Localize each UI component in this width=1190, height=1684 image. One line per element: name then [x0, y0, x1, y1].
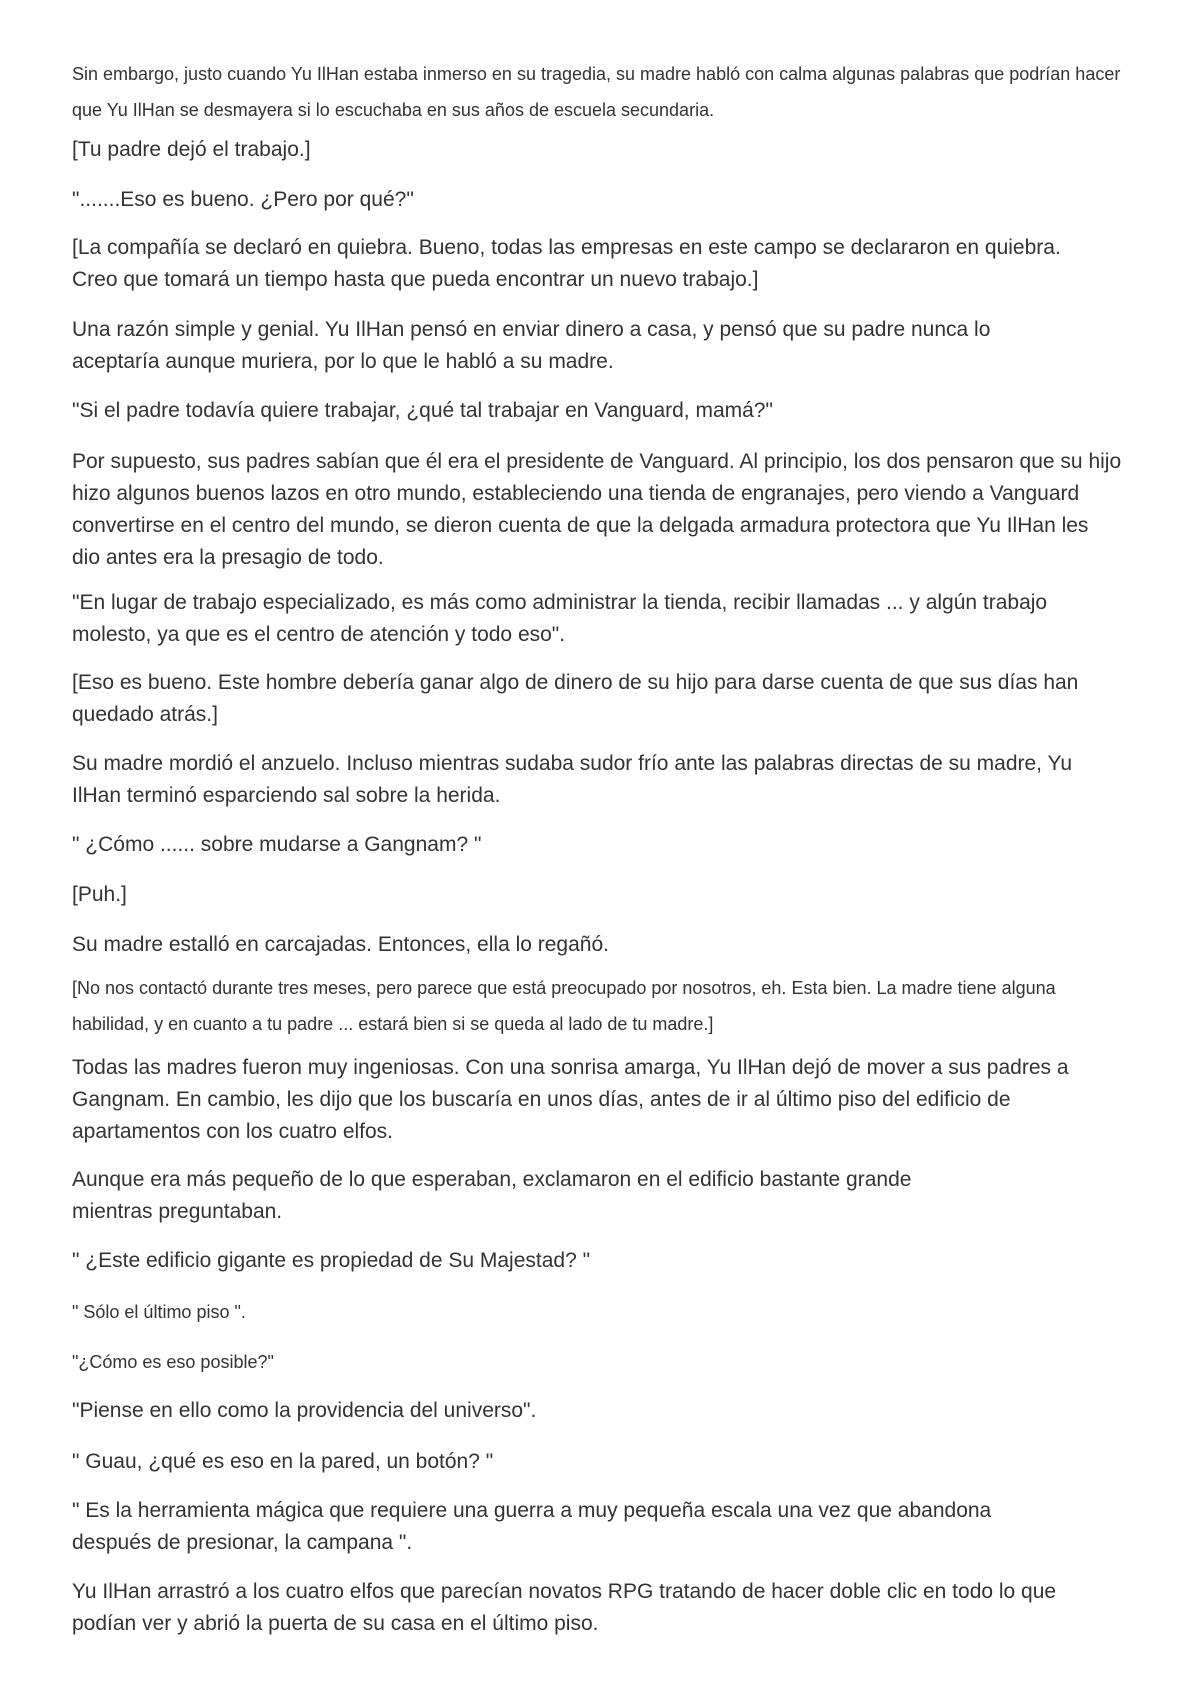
paragraph-3: ".......Eso es bueno. ¿Pero por qué?" [72, 188, 414, 211]
paragraph-23: Yu IlHan arrastró a los cuatro elfos que parecían novatos RPG tratando de hacer doble clic en todo lo que podían ver y abrió la puerta de su casa en el último piso. [72, 1580, 1057, 1635]
paragraph-22: " Es la herramienta mágica que requiere una guerra a muy pequeña escala una vez que abandona después de presionar, la campana ". [72, 1499, 992, 1554]
paragraph-4: [La compañía se declaró en quiebra. Bueno, todas las empresas en este campo se declararon en quiebra. Creo que tomará un tiempo hasta que pueda encontrar un nuevo trabajo.] [72, 236, 1061, 291]
paragraph-19: "¿Cómo es eso posible?" [72, 1352, 274, 1372]
paragraph-9: [Eso es bueno. Este hombre debería ganar algo de dinero de su hijo para darse cuenta de que sus días han quedado atrás.] [72, 671, 1079, 726]
paragraph-15: Todas las madres fueron muy ingeniosas. Con una sonrisa amarga, Yu IlHan dejó de mover a sus padres a Gangnam. En cambio, les dijo que los buscaría en unos días, antes de ir al último piso del edificio de apartamentos con los cuatro elfos. [72, 1056, 1069, 1143]
paragraph-10: Su madre mordió el anzuelo. Incluso mientras sudaba sudor frío ante las palabras directas de su madre, Yu IlHan terminó esparciendo sal sobre la herida. [72, 752, 1073, 807]
paragraph-8: "En lugar de trabajo especializado, es más como administrar la tienda, recibir llamadas ... y algún trabajo molesto, ya que es el centro de atención y todo eso". [72, 591, 1048, 646]
paragraph-1: Sin embargo, justo cuando Yu IlHan estaba inmerso en su tragedia, su madre habló con calma algunas palabras que podrían hacer que Yu IlHan se desmayera si lo escuchaba en sus años de escuela secundaria. [72, 64, 1121, 120]
paragraph-20: "Piense en ello como la providencia del universo". [72, 1399, 537, 1422]
paragraph-13: Su madre estalló en carcajadas. Entonces, ella lo regañó. [72, 933, 609, 956]
paragraph-18: " Sólo el último piso ". [72, 1302, 246, 1322]
paragraph-11: " ¿Cómo ...... sobre mudarse a Gangnam? " [72, 833, 482, 856]
paragraph-21: " Guau, ¿qué es eso en la pared, un botón? " [72, 1450, 494, 1473]
paragraph-16: Aunque era más pequeño de lo que esperaban, exclamaron en el edificio bastante grande mientras preguntaban. [72, 1168, 912, 1223]
paragraph-2: [Tu padre dejó el trabajo.] [72, 138, 311, 161]
paragraph-7: Por supuesto, sus padres sabían que él era el presidente de Vanguard. Al principio, los dos pensaron que su hijo hizo algunos buenos lazos en otro mundo, estableciendo una tienda de engranajes, pero viendo a Vanguard convertirse en el centro del mundo, se dieron cuenta de que la delgada armadura protectora que Yu IlHan les dio antes era la presagio de todo. [72, 450, 1122, 569]
paragraph-14: [No nos contactó durante tres meses, pero parece que está preocupado por nosotros, eh. Esta bien. La madre tiene alguna habilidad, y en cuanto a tu padre ... estará bien si se queda al lado de tu madre.] [72, 978, 1056, 1034]
paragraph-5: Una razón simple y genial. Yu IlHan pensó en enviar dinero a casa, y pensó que su padre nunca lo aceptaría aunque muriera, por lo que le habló a su madre. [72, 318, 991, 373]
paragraph-12: [Puh.] [72, 883, 127, 906]
paragraph-17: " ¿Este edificio gigante es propiedad de Su Majestad? " [72, 1249, 591, 1272]
paragraph-6: "Si el padre todavía quiere trabajar, ¿qué tal trabajar en Vanguard, mamá?" [72, 399, 773, 422]
